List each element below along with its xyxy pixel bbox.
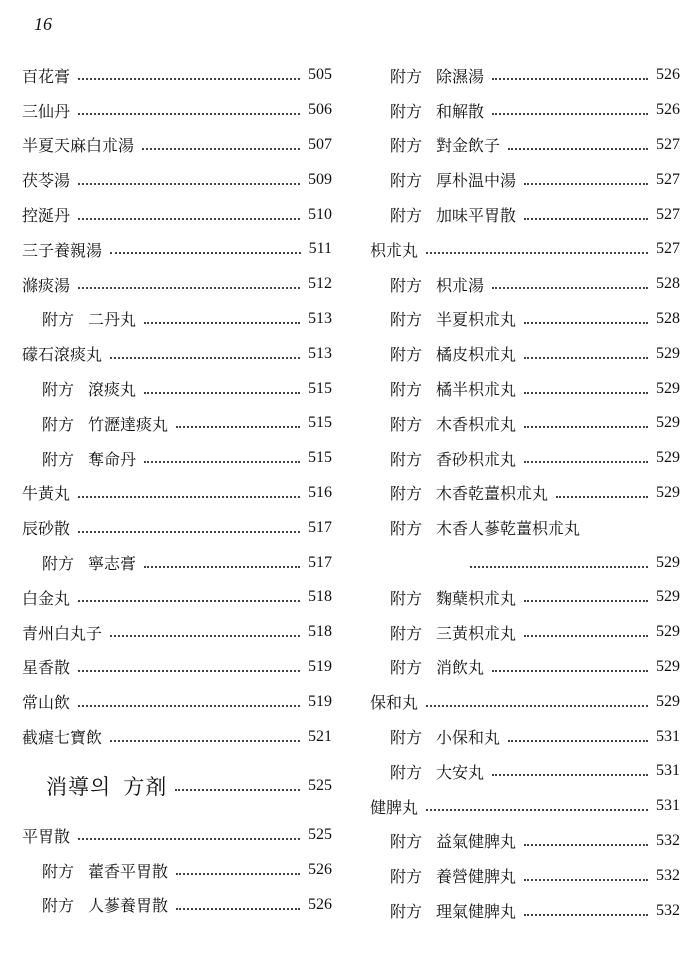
index-entry <box>370 406 680 441</box>
dot-leader <box>508 738 648 742</box>
dot-leader <box>78 529 300 533</box>
entry-title: 半夏枳朮丸 <box>436 310 517 330</box>
entry-prefix: 附方 <box>390 658 423 678</box>
entry-title: 藿香平胃散 <box>88 861 169 881</box>
index-entry <box>370 197 680 232</box>
entry-page-number: 529 <box>656 623 680 641</box>
dot-leader <box>142 146 300 150</box>
entry-title: 木香枳朮丸 <box>436 414 517 434</box>
entry-page-number: 531 <box>656 727 680 745</box>
entry-title: 除濕湯 <box>436 66 485 86</box>
entry-title: 百花膏 <box>22 66 71 86</box>
section-heading-main: 消導의 <box>46 774 112 799</box>
entry-title: 平胃散 <box>22 826 71 846</box>
entry-title: 加味平胃散 <box>436 206 517 226</box>
entry-prefix: 附方 <box>390 66 423 86</box>
entry-title: 星香散 <box>22 658 71 678</box>
entry-prefix: 附方 <box>42 414 75 434</box>
entry-page-number: 521 <box>308 727 332 745</box>
entry-title: 滾痰丸 <box>88 380 137 400</box>
index-entry <box>370 858 680 893</box>
index-entry <box>370 302 680 337</box>
index-entry <box>370 371 680 406</box>
entry-title: 礞石滾痰丸 <box>22 345 103 365</box>
dot-leader <box>144 390 300 394</box>
entry-title: 青州白丸子 <box>22 623 103 643</box>
dot-leader <box>78 494 300 498</box>
dot-leader <box>524 390 648 394</box>
dot-leader <box>78 598 300 602</box>
entry-title: 小保和丸 <box>436 728 501 748</box>
entry-title: 滌痰湯 <box>22 275 71 295</box>
index-entry <box>370 684 680 719</box>
dot-leader <box>110 355 300 359</box>
entry-title: 麴蘖枳朮丸 <box>436 588 517 608</box>
entry-page-number: 527 <box>656 170 680 188</box>
index-entry <box>22 888 332 923</box>
dot-leader <box>524 320 648 324</box>
index-entry <box>370 162 680 197</box>
entry-title: 木香人蔘乾薑枳朮丸 <box>436 519 581 539</box>
entry-page-number: 505 <box>308 66 332 84</box>
dot-leader <box>78 668 300 672</box>
entry-title: 辰砂散 <box>22 519 71 539</box>
entry-page-number: 529 <box>656 344 680 362</box>
entry-page-number: 519 <box>308 692 332 710</box>
index-entry <box>22 818 332 853</box>
entry-title: 茯苓湯 <box>22 171 71 191</box>
entry-page-number: 513 <box>308 344 332 362</box>
dot-leader <box>176 424 300 428</box>
index-entry <box>22 650 332 685</box>
index-entry <box>22 441 332 476</box>
entry-page-number: 531 <box>656 797 680 815</box>
entry-title: 白金丸 <box>22 588 71 608</box>
entry-page-number: 529 <box>656 692 680 710</box>
dot-leader <box>78 285 300 289</box>
dot-leader <box>492 668 648 672</box>
dot-leader <box>110 738 300 742</box>
section-heading-sub: 方剤 <box>123 774 168 799</box>
index-entry <box>22 302 332 337</box>
dot-leader <box>78 216 300 220</box>
entry-title: 竹瀝達痰丸 <box>88 414 169 434</box>
entry-page-number: 529 <box>656 657 680 675</box>
entry-page-number: 519 <box>308 657 332 675</box>
entry-page-number: 515 <box>308 449 332 467</box>
index-entry <box>22 476 332 511</box>
index-entry <box>22 197 332 232</box>
index-entry <box>370 336 680 371</box>
dot-leader <box>426 250 648 254</box>
entry-page-number: 516 <box>308 483 332 501</box>
dot-leader <box>492 111 648 115</box>
entry-prefix: 附方 <box>390 171 423 191</box>
entry-title: 截瘧七寶飲 <box>22 728 103 748</box>
entry-prefix: 附方 <box>390 345 423 365</box>
entry-page-number: 526 <box>656 66 680 84</box>
entry-title: 養營健脾丸 <box>436 867 517 887</box>
entry-page-number: 532 <box>656 831 680 849</box>
entry-prefix: 附方 <box>390 414 423 434</box>
entry-page-number: 527 <box>656 240 680 258</box>
index-entry <box>22 719 332 754</box>
index-entry <box>22 58 332 93</box>
entry-page-number: 509 <box>308 170 332 188</box>
entry-page-number: 518 <box>308 588 332 606</box>
entry-title: 人蔘養胃散 <box>88 896 169 916</box>
entry-page-number: 511 <box>308 240 332 258</box>
dot-leader <box>175 787 300 791</box>
entry-prefix: 附方 <box>390 902 423 922</box>
entry-prefix: 附方 <box>390 380 423 400</box>
entry-title: 橘半枳朮丸 <box>436 380 517 400</box>
dot-leader <box>470 564 648 568</box>
entry-title: 三仙丹 <box>22 101 71 121</box>
entry-prefix: 附方 <box>390 623 423 643</box>
index-entry <box>22 128 332 163</box>
index-column-right <box>370 58 680 928</box>
entry-title: 三子養親湯 <box>22 240 103 260</box>
entry-title: 半夏天麻白朮湯 <box>22 136 135 156</box>
dot-leader <box>110 633 300 637</box>
entry-prefix: 附方 <box>390 310 423 330</box>
index-entry <box>370 545 680 580</box>
entry-title: 保和丸 <box>370 693 419 713</box>
entry-page-number: 513 <box>308 309 332 327</box>
entry-prefix: 附方 <box>42 449 75 469</box>
index-entry <box>22 336 332 371</box>
dot-leader <box>524 598 648 602</box>
entry-page-number: 507 <box>308 135 332 153</box>
entry-page-number: 517 <box>308 553 332 571</box>
dot-leader <box>492 76 648 80</box>
dot-leader <box>144 320 300 324</box>
dot-leader <box>524 877 648 881</box>
entry-page-number: 526 <box>308 861 332 879</box>
section-heading-title <box>22 771 167 801</box>
entry-title: 枳朮湯 <box>436 275 485 295</box>
entry-page-number: 529 <box>656 588 680 606</box>
dot-leader <box>78 181 300 185</box>
entry-title: 奪命丹 <box>88 449 137 469</box>
entry-prefix: 附方 <box>42 554 75 574</box>
entry-page-number: 529 <box>656 379 680 397</box>
entry-prefix: 附方 <box>390 275 423 295</box>
entry-page-number: 515 <box>308 379 332 397</box>
entry-page-number: 529 <box>656 414 680 432</box>
entry-prefix: 附方 <box>390 484 423 504</box>
entry-title: 理氣健脾丸 <box>436 902 517 922</box>
dot-leader <box>176 906 300 910</box>
index-entry <box>370 580 680 615</box>
entry-page-number: 527 <box>656 135 680 153</box>
entry-prefix: 附方 <box>390 519 423 539</box>
index-entry <box>370 615 680 650</box>
dot-leader <box>524 355 648 359</box>
entry-title: 常山飲 <box>22 693 71 713</box>
entry-page-number: 529 <box>656 449 680 467</box>
dot-leader <box>78 111 300 115</box>
index-entry <box>22 853 332 888</box>
entry-prefix: 附方 <box>390 832 423 852</box>
dot-leader <box>144 459 300 463</box>
dot-leader <box>524 912 648 916</box>
entry-page-number: 515 <box>308 414 332 432</box>
index-entry <box>370 93 680 128</box>
dot-leader <box>426 703 648 707</box>
entry-page-number: 526 <box>656 101 680 119</box>
dot-leader <box>524 216 648 220</box>
index-entry <box>370 128 680 163</box>
dot-leader <box>524 181 648 185</box>
entry-title: 益氣健脾丸 <box>436 832 517 852</box>
index-entry <box>370 441 680 476</box>
entry-page-number: 532 <box>656 901 680 919</box>
entry-title: 和解散 <box>436 101 485 121</box>
dot-leader <box>144 564 300 568</box>
entry-prefix: 附方 <box>390 136 423 156</box>
entry-title: 消飲丸 <box>436 658 485 678</box>
entry-prefix: 附方 <box>42 861 75 881</box>
dot-leader <box>524 633 648 637</box>
index-column-left <box>22 58 332 922</box>
dot-leader <box>176 871 300 875</box>
index-entry <box>22 162 332 197</box>
entry-page-number: 532 <box>656 866 680 884</box>
entry-title: 厚朴温中湯 <box>436 171 517 191</box>
entry-title: 健脾丸 <box>370 797 419 817</box>
dot-leader <box>492 772 648 776</box>
dot-leader <box>508 146 648 150</box>
index-entry <box>370 267 680 302</box>
entry-page-number: 506 <box>308 101 332 119</box>
index-entry <box>370 893 680 928</box>
dot-leader <box>110 250 301 254</box>
entry-page-number: 528 <box>656 309 680 327</box>
index-entry <box>370 58 680 93</box>
index-entry <box>22 93 332 128</box>
entry-page-number: 531 <box>656 762 680 780</box>
entry-prefix: 附方 <box>390 449 423 469</box>
index-entry <box>22 406 332 441</box>
entry-title: 木香乾薑枳朮丸 <box>436 484 549 504</box>
dot-leader <box>78 76 300 80</box>
index-entry <box>370 754 680 789</box>
index-entry <box>370 650 680 685</box>
dot-leader <box>524 842 648 846</box>
entry-page-number: 528 <box>656 275 680 293</box>
entry-page-number: 529 <box>656 483 680 501</box>
index-entry <box>22 267 332 302</box>
entry-prefix: 附方 <box>390 588 423 608</box>
index-entry <box>370 510 680 545</box>
index-entry <box>22 232 332 267</box>
index-entry <box>370 476 680 511</box>
entry-prefix: 附方 <box>390 728 423 748</box>
index-entry <box>22 684 332 719</box>
entry-prefix: 附方 <box>390 762 423 782</box>
dot-leader <box>78 836 300 840</box>
index-entry <box>370 824 680 859</box>
entry-page-number: 512 <box>308 275 332 293</box>
entry-title: 寧志膏 <box>88 554 137 574</box>
dot-leader <box>524 459 648 463</box>
index-entry <box>22 615 332 650</box>
index-entry <box>370 232 680 267</box>
entry-title: 控涎丹 <box>22 206 71 226</box>
dot-leader <box>426 807 648 811</box>
entry-title: 大安丸 <box>436 762 485 782</box>
entry-prefix: 附方 <box>42 896 75 916</box>
entry-title: 二丹丸 <box>88 310 137 330</box>
index-entry <box>370 719 680 754</box>
section-heading-page: 525 <box>308 776 332 794</box>
entry-title: 對金飲子 <box>436 136 501 156</box>
entry-prefix: 附方 <box>390 101 423 121</box>
entry-prefix: 附方 <box>42 310 75 330</box>
page-number: 16 <box>34 14 52 34</box>
index-entry <box>22 510 332 545</box>
index-entry <box>22 580 332 615</box>
entry-prefix: 附方 <box>42 380 75 400</box>
entry-page-number: 518 <box>308 623 332 641</box>
entry-page-number: 525 <box>308 826 332 844</box>
index-entry <box>22 545 332 580</box>
dot-leader <box>78 703 300 707</box>
index-entry <box>370 789 680 824</box>
entry-page-number: 529 <box>656 553 680 571</box>
entry-page-number: 517 <box>308 518 332 536</box>
entry-title: 牛黃丸 <box>22 484 71 504</box>
entry-title: 香砂枳朮丸 <box>436 449 517 469</box>
entry-prefix: 附方 <box>390 206 423 226</box>
entry-title: 橘皮枳朮丸 <box>436 345 517 365</box>
dot-leader <box>556 494 648 498</box>
section-heading <box>22 754 332 818</box>
entry-page-number: 510 <box>308 205 332 223</box>
dot-leader <box>492 285 648 289</box>
dot-leader <box>524 424 648 428</box>
entry-page-number: 526 <box>308 895 332 913</box>
entry-title: 三黃枳朮丸 <box>436 623 517 643</box>
entry-title: 枳朮丸 <box>370 240 419 260</box>
index-entry <box>22 371 332 406</box>
entry-page-number: 527 <box>656 205 680 223</box>
entry-prefix: 附方 <box>390 867 423 887</box>
